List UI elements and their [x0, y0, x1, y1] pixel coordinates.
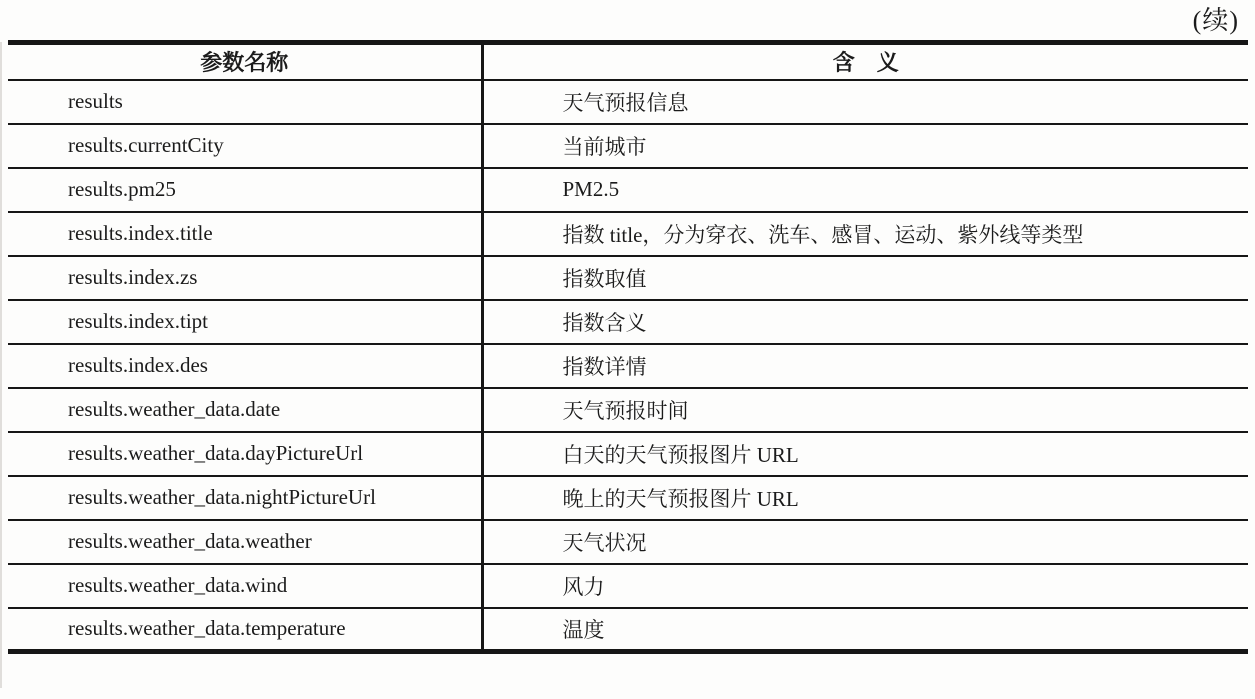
table-row: [8, 344, 1248, 388]
meaning-cell: 指数详情: [482, 344, 1248, 388]
meaning-cell: 当前城市: [482, 124, 1248, 168]
table-row: [8, 300, 1248, 344]
table-row: [8, 476, 1248, 520]
meaning-cell: 指数含义: [482, 300, 1248, 344]
table-row: [8, 212, 1248, 256]
page-edge-scan-line: [0, 42, 2, 688]
param-cell: results: [8, 80, 482, 124]
table-row: [8, 168, 1248, 212]
param-cell: results.weather_data.dayPictureUrl: [8, 432, 482, 476]
meaning-cell: 天气预报信息: [482, 80, 1248, 124]
param-cell: results.currentCity: [8, 124, 482, 168]
table-row: [8, 520, 1248, 564]
meaning-cell: 指数取值: [482, 256, 1248, 300]
meaning-cell: 天气预报时间: [482, 388, 1248, 432]
table-row: [8, 388, 1248, 432]
meaning-cell: 天气状况: [482, 520, 1248, 564]
param-cell: results.weather_data.weather: [8, 520, 482, 564]
parameter-table: [8, 40, 1248, 654]
table-row: [8, 256, 1248, 300]
param-cell: results.index.zs: [8, 256, 482, 300]
meaning-cell: 风力: [482, 564, 1248, 608]
param-cell: results.index.tipt: [8, 300, 482, 344]
meaning-cell: PM2.5: [482, 168, 1248, 212]
table-row: [8, 564, 1248, 608]
param-cell: results.weather_data.temperature: [8, 608, 482, 652]
param-cell: results.weather_data.wind: [8, 564, 482, 608]
table-continuation-mark: (续): [1192, 6, 1239, 35]
table-row: [8, 124, 1248, 168]
param-cell: results.index.des: [8, 344, 482, 388]
table-row: [8, 80, 1248, 124]
meaning-cell: 白天的天气预报图片 URL: [482, 432, 1248, 476]
meaning-cell: 晚上的天气预报图片 URL: [482, 476, 1248, 520]
param-cell: results.weather_data.nightPictureUrl: [8, 476, 482, 520]
table-row: [8, 608, 1248, 652]
meaning-cell: 温度: [482, 608, 1248, 652]
table-row: [8, 432, 1248, 476]
header-meaning: 含 义: [482, 43, 1248, 80]
param-cell: results.weather_data.date: [8, 388, 482, 432]
header-param-name: 参数名称: [8, 43, 482, 80]
meaning-cell: 指数 title，分为穿衣、洗车、感冒、运动、紫外线等类型: [482, 212, 1248, 256]
header-row: [8, 43, 1248, 80]
param-cell: results.pm25: [8, 168, 482, 212]
param-cell: results.index.title: [8, 212, 482, 256]
